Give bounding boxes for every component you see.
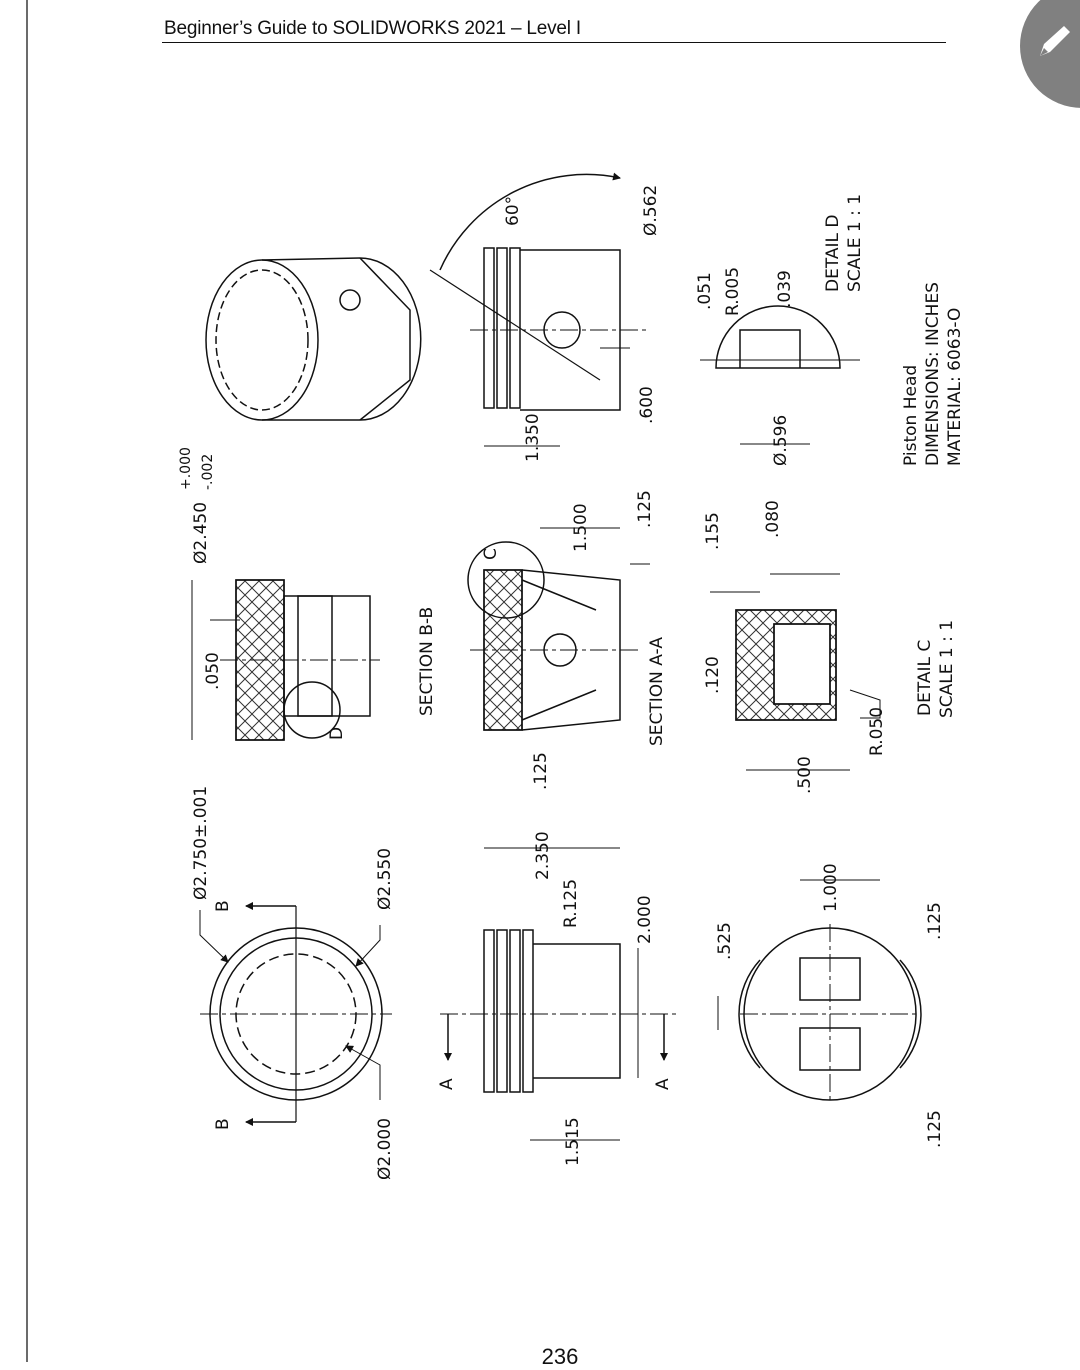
dim-front-lower: 1.515: [563, 1117, 583, 1166]
section-bb-title: SECTION B-B: [417, 606, 437, 716]
dim-right-1: 1.350: [523, 413, 543, 462]
dim-front-radius: R.125: [561, 878, 581, 928]
dim-top-dia-bore: Ø2.000: [375, 1117, 395, 1180]
detail-mark-d: D: [327, 726, 347, 740]
dim-c-5: R.050: [867, 706, 887, 756]
dim-right-2: .600: [637, 386, 657, 424]
dim-bottom-2: 1.000: [821, 863, 841, 912]
isometric-piston: [206, 258, 421, 420]
dim-top-dia-inner: Ø2.550: [375, 847, 395, 910]
section-aa-title: SECTION A-A: [647, 637, 667, 746]
dim-d-1: .051: [695, 272, 715, 310]
title-material: MATERIAL: 6063-O: [945, 307, 965, 466]
dim-bb-tol-plus: +.000: [178, 447, 194, 490]
section-mark-a2: A: [653, 1078, 673, 1090]
dim-d-4: Ø.596: [771, 414, 791, 466]
title-part: Piston Head: [901, 364, 921, 466]
detail-d-title: DETAIL D: [823, 214, 843, 292]
detail-c-scale: SCALE 1 : 1: [937, 619, 957, 718]
detail-c-title: DETAIL C: [915, 639, 935, 716]
section-mark-b2: B: [213, 1118, 233, 1130]
dim-bb-groove: .050: [203, 652, 223, 690]
detail-mark-c: C: [481, 548, 501, 560]
dim-c-3: .080: [763, 500, 783, 538]
book-title: Beginner’s Guide to SOLIDWORKS 2021 – Level I: [164, 18, 581, 39]
page-number: 236: [541, 1344, 579, 1369]
dim-bb-dia: Ø2.450: [191, 501, 211, 564]
dim-right-angle: 60°: [503, 195, 523, 226]
dim-aa-1: .125: [531, 752, 551, 790]
detail-c: [710, 574, 880, 770]
dim-bottom-1: .525: [715, 922, 735, 960]
dim-bottom-3: .125: [925, 902, 945, 940]
dim-front-total: 2.350: [533, 831, 553, 880]
bottom-view: [718, 880, 921, 1104]
detail-d-scale: SCALE 1 : 1: [845, 193, 865, 292]
dim-top-dia-outer: Ø2.750±.001: [191, 785, 211, 900]
dim-aa-3: .125: [635, 490, 655, 528]
dim-d-3: .039: [775, 270, 795, 308]
right-section-view: [430, 174, 650, 446]
section-mark-b1: B: [213, 900, 233, 912]
dim-bottom-4: .125: [925, 1110, 945, 1148]
dim-aa-2: 1.500: [571, 503, 591, 552]
dim-right-dia: Ø.562: [641, 184, 661, 236]
dim-d-2: R.005: [723, 266, 743, 316]
dim-c-4: .500: [795, 756, 815, 794]
dim-front-dia: 2.000: [635, 895, 655, 944]
section-mark-a1: A: [437, 1078, 457, 1090]
front-view: [440, 848, 680, 1140]
dim-c-1: .120: [703, 656, 723, 694]
dim-bb-tol-minus: -.002: [200, 453, 216, 490]
top-view: [200, 906, 392, 1122]
dim-c-2: .155: [703, 512, 723, 550]
title-units: DIMENSIONS: INCHES: [923, 282, 943, 466]
